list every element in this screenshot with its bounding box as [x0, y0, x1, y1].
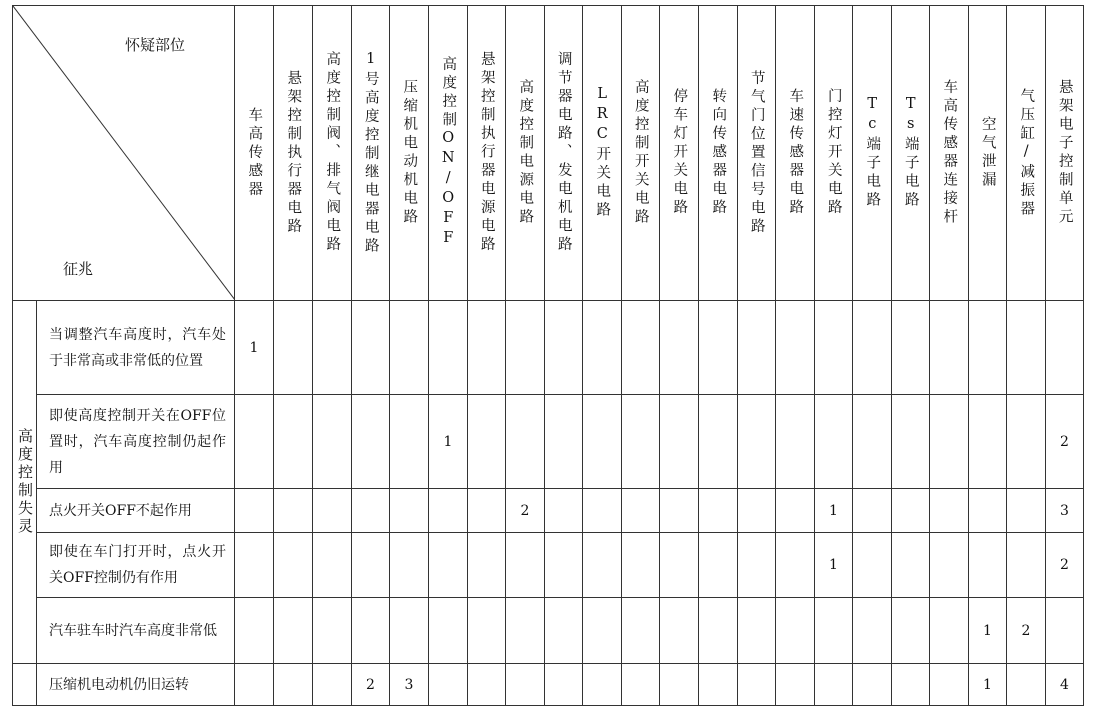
symptom-label: 征兆	[63, 260, 94, 278]
priority-cell	[545, 598, 583, 664]
priority-cell	[776, 664, 815, 706]
priority-cell	[660, 598, 699, 664]
priority-cell	[892, 664, 930, 706]
column-header-label: LRC开关电路	[594, 86, 611, 220]
column-header	[853, 6, 892, 301]
column-header	[969, 6, 1007, 301]
priority-cell	[313, 664, 352, 706]
column-header	[776, 6, 815, 301]
priority-cell	[892, 489, 930, 533]
priority-cell	[815, 395, 853, 489]
priority-cell	[699, 598, 738, 664]
corner-diagonal-line	[13, 6, 235, 300]
column-header-label: 压缩机电动机电路	[401, 79, 418, 227]
column-header-label: 车高传感器连接杆	[941, 79, 958, 227]
suspected-part-label: 怀疑部位	[125, 36, 186, 54]
column-header-label: 1号高度控制继电器电路	[362, 50, 379, 256]
priority-cell	[853, 301, 892, 395]
priority-cell	[235, 598, 274, 664]
priority-cell	[313, 598, 352, 664]
priority-cell	[892, 598, 930, 664]
priority-cell	[506, 301, 545, 395]
symptom-cell: 即使高度控制开关在OFF位置时，汽车高度控制仍起作用	[37, 395, 235, 489]
table-row	[13, 533, 1084, 598]
priority-cell	[235, 489, 274, 533]
priority-cell	[930, 489, 969, 533]
table-row	[13, 301, 1084, 395]
column-header	[660, 6, 699, 301]
priority-cell	[699, 489, 738, 533]
column-header-label: 悬架控制执行器电源电路	[478, 51, 495, 255]
column-header	[235, 6, 274, 301]
priority-cell	[699, 395, 738, 489]
column-header	[545, 6, 583, 301]
column-header-label: 调节器电路、发电机电路	[555, 51, 572, 255]
column-header-label: 悬架控制执行器电路	[285, 69, 302, 237]
priority-cell	[1007, 301, 1046, 395]
header-row	[13, 6, 1084, 301]
priority-cell	[930, 598, 969, 664]
priority-cell: 1	[969, 598, 1007, 664]
column-header-label: 车速传感器电路	[787, 88, 804, 218]
priority-cell	[622, 598, 660, 664]
priority-cell	[274, 489, 313, 533]
priority-cell	[235, 664, 274, 706]
priority-cell	[506, 533, 545, 598]
priority-cell	[583, 664, 622, 706]
priority-cell	[468, 664, 506, 706]
symptom-cell: 当调整汽车高度时，汽车处于非常高或非常低的位置	[37, 301, 235, 395]
table-row	[13, 489, 1084, 533]
priority-cell	[468, 395, 506, 489]
priority-cell	[352, 395, 390, 489]
priority-cell: 1	[815, 533, 853, 598]
column-header	[390, 6, 429, 301]
priority-cell	[660, 301, 699, 395]
column-header-label: 停车灯开关电路	[671, 88, 688, 218]
priority-cell	[622, 301, 660, 395]
priority-cell	[390, 489, 429, 533]
priority-cell: 1	[815, 489, 853, 533]
priority-cell	[930, 301, 969, 395]
symptom-cell: 压缩机电动机仍旧运转	[37, 664, 235, 706]
priority-cell	[853, 598, 892, 664]
priority-cell	[545, 395, 583, 489]
group-label: 高度控制失灵	[16, 428, 34, 536]
column-header	[468, 6, 506, 301]
column-header	[815, 6, 853, 301]
column-header	[313, 6, 352, 301]
column-header-label: Tc端子电路	[864, 96, 881, 210]
priority-cell	[274, 533, 313, 598]
priority-cell	[1007, 664, 1046, 706]
priority-cell	[930, 664, 969, 706]
priority-cell	[1007, 395, 1046, 489]
column-header	[738, 6, 776, 301]
symptom-cell: 汽车驻车时汽车高度非常低	[37, 598, 235, 664]
priority-cell	[545, 489, 583, 533]
column-header	[583, 6, 622, 301]
priority-cell	[892, 301, 930, 395]
priority-cell: 3	[1046, 489, 1084, 533]
column-header-label: 高度控制电源电路	[517, 79, 534, 227]
empty-group-cell	[13, 664, 37, 706]
priority-cell	[390, 301, 429, 395]
column-header-label: 节气门位置信号电路	[748, 69, 765, 237]
priority-cell	[622, 489, 660, 533]
priority-cell	[930, 395, 969, 489]
priority-cell	[699, 533, 738, 598]
priority-cell: 2	[1007, 598, 1046, 664]
priority-cell	[1007, 533, 1046, 598]
priority-cell	[583, 395, 622, 489]
priority-cell	[738, 664, 776, 706]
priority-cell	[429, 533, 468, 598]
priority-cell	[738, 489, 776, 533]
troubleshooting-matrix	[12, 5, 1084, 706]
priority-cell: 2	[506, 489, 545, 533]
priority-cell	[468, 489, 506, 533]
priority-cell	[468, 533, 506, 598]
priority-cell	[815, 301, 853, 395]
column-header	[699, 6, 738, 301]
priority-cell	[969, 395, 1007, 489]
priority-cell	[429, 598, 468, 664]
priority-cell	[274, 395, 313, 489]
table-row	[13, 664, 1084, 706]
priority-cell	[1046, 598, 1084, 664]
priority-cell	[892, 395, 930, 489]
table-row	[13, 395, 1084, 489]
priority-cell	[622, 533, 660, 598]
priority-cell	[853, 489, 892, 533]
priority-cell	[699, 301, 738, 395]
priority-cell	[313, 395, 352, 489]
priority-cell	[468, 301, 506, 395]
priority-cell	[738, 301, 776, 395]
column-header	[892, 6, 930, 301]
priority-cell: 3	[390, 664, 429, 706]
priority-cell	[390, 395, 429, 489]
symptom-cell: 点火开关OFF不起作用	[37, 489, 235, 533]
priority-cell	[313, 489, 352, 533]
column-header	[930, 6, 969, 301]
column-header-label: 空气泄漏	[979, 116, 996, 190]
symptom-cause-table	[12, 5, 1084, 706]
priority-cell	[930, 533, 969, 598]
priority-cell	[352, 301, 390, 395]
priority-cell: 1	[969, 664, 1007, 706]
priority-cell	[352, 489, 390, 533]
priority-cell	[429, 301, 468, 395]
priority-cell	[853, 664, 892, 706]
priority-cell	[815, 598, 853, 664]
priority-cell	[1007, 489, 1046, 533]
priority-cell	[969, 533, 1007, 598]
priority-cell	[545, 533, 583, 598]
priority-cell	[660, 533, 699, 598]
priority-cell	[506, 598, 545, 664]
priority-cell	[313, 533, 352, 598]
priority-cell	[235, 395, 274, 489]
priority-cell	[776, 301, 815, 395]
column-header	[622, 6, 660, 301]
priority-cell	[429, 664, 468, 706]
priority-cell	[274, 301, 313, 395]
priority-cell	[1046, 301, 1084, 395]
column-header-label: 转向传感器电路	[710, 88, 727, 218]
priority-cell: 1	[235, 301, 274, 395]
priority-cell	[815, 664, 853, 706]
priority-cell: 4	[1046, 664, 1084, 706]
column-header	[506, 6, 545, 301]
table-row	[13, 598, 1084, 664]
priority-cell	[545, 664, 583, 706]
priority-cell	[390, 533, 429, 598]
column-header-label: 高度控制阀、排气阀电路	[324, 51, 341, 255]
priority-cell	[776, 598, 815, 664]
group-label-cell	[13, 301, 37, 664]
column-header	[274, 6, 313, 301]
priority-cell	[738, 533, 776, 598]
priority-cell	[235, 533, 274, 598]
priority-cell	[699, 664, 738, 706]
priority-cell	[660, 489, 699, 533]
priority-cell	[352, 533, 390, 598]
priority-cell	[506, 664, 545, 706]
priority-cell	[274, 598, 313, 664]
priority-cell	[583, 598, 622, 664]
priority-cell	[776, 395, 815, 489]
column-header-label: 气压缸/减振器	[1018, 87, 1035, 219]
priority-cell	[738, 395, 776, 489]
priority-cell	[352, 598, 390, 664]
priority-cell: 2	[1046, 395, 1084, 489]
priority-cell	[545, 301, 583, 395]
corner-header	[13, 6, 235, 301]
priority-cell	[313, 301, 352, 395]
column-header-label: 悬架电子控制单元	[1056, 79, 1073, 227]
priority-cell: 2	[352, 664, 390, 706]
priority-cell	[622, 664, 660, 706]
priority-cell	[622, 395, 660, 489]
column-header-label: Ts端子电路	[902, 96, 919, 210]
priority-cell	[468, 598, 506, 664]
priority-cell	[776, 533, 815, 598]
priority-cell: 1	[429, 395, 468, 489]
priority-cell	[506, 395, 545, 489]
priority-cell	[738, 598, 776, 664]
priority-cell	[660, 395, 699, 489]
column-header	[352, 6, 390, 301]
priority-cell: 2	[1046, 533, 1084, 598]
priority-cell	[776, 489, 815, 533]
priority-cell	[583, 533, 622, 598]
priority-cell	[853, 533, 892, 598]
column-header	[1046, 6, 1084, 301]
priority-cell	[390, 598, 429, 664]
priority-cell	[583, 489, 622, 533]
priority-cell	[892, 533, 930, 598]
priority-cell	[429, 489, 468, 533]
column-header	[1007, 6, 1046, 301]
column-header-label: 门控灯开关电路	[825, 88, 842, 218]
column-header-label: 车高传感器	[246, 106, 263, 200]
symptom-cell: 即使在车门打开时，点火开关OFF控制仍有作用	[37, 533, 235, 598]
priority-cell	[274, 664, 313, 706]
column-header-label: 高度控制开关电路	[632, 79, 649, 227]
column-header	[429, 6, 468, 301]
priority-cell	[853, 395, 892, 489]
column-header-label: 高度控制ON/OFF	[440, 56, 457, 250]
priority-cell	[969, 301, 1007, 395]
priority-cell	[660, 664, 699, 706]
priority-cell	[583, 301, 622, 395]
priority-cell	[969, 489, 1007, 533]
